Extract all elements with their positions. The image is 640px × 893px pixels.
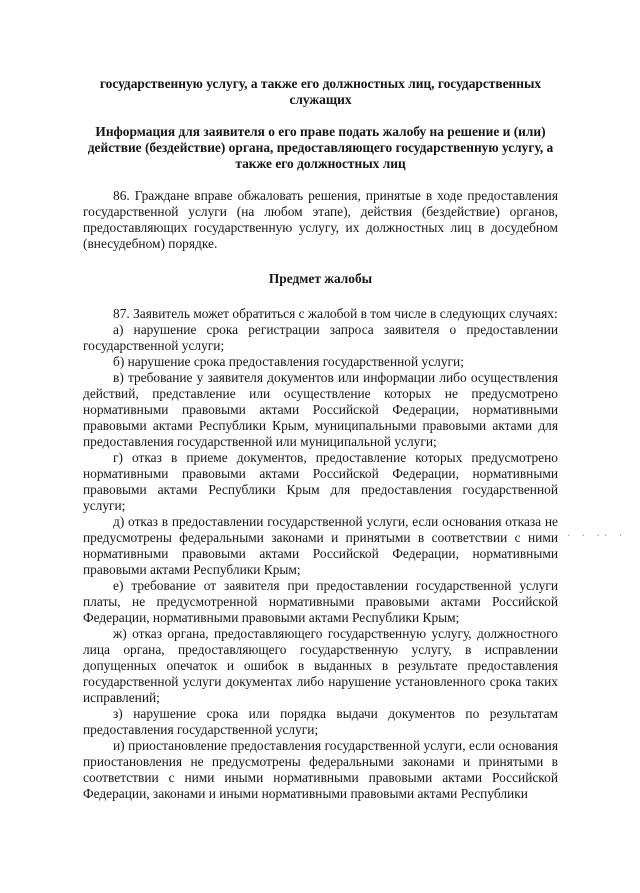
list-item-a: а) нарушение срока регистрации запроса заявителя о предоставлении государственной услуги; [83, 322, 558, 353]
list-item-e: е) требование от заявителя при предоставлении государственной услуги платы, не предусмотренной нормативными правовыми актами Российской Федерации, нормативными правовыми актами Республики Крым; [83, 578, 558, 625]
complaint-cases-list [83, 322, 558, 802]
list-item-v: в) требование у заявителя документов или информации либо осуществления действий, представление или осуществление которых не предусмотрено нормативными правовыми актами Российской Федерации, нормативными правовыми актами Республики Крым, муниципальными правовыми актами для предоставления государственной или муниципальной услуги; [83, 370, 558, 449]
document-body [83, 76, 558, 802]
list-item-b: б) нарушение срока предоставления государственной услуги; [113, 354, 464, 369]
list-item-g: г) отказ в приеме документов, предоставление которых предусмотрено нормативными правовыми актами Российской Федерации, нормативными правовыми актами Республики Крым для предоставления государственной услуги; [83, 450, 558, 513]
section-heading-complaint-subject: Предмет жалобы [268, 271, 373, 286]
list-item-z: з) нарушение срока или порядка выдачи документов по результатам предоставления государственной услуги; [83, 706, 558, 737]
section-heading-complaint-info: Информация для заявителя о его праве подать жалобу на решение и (или) действие (бездействие) органа, предоставляющего государственную услугу, а также его должностных лиц [87, 124, 554, 171]
list-item-zh: ж) отказ органа, предоставляющего государственную услугу, должностного лица органа, предоставляющего государственную услугу, в исправлении допущенных опечаток и ошибок в выданных в результате предоставления государственной услуги документах либо нарушение установленного срока таких исправлений; [83, 626, 558, 705]
paragraph-87-intro: 87. Заявитель может обратиться с жалобой в том числе в следующих случаях: [113, 306, 558, 321]
list-item-i: и) приостановление предоставления государственной услуги, если основания приостановления не предусмотрены федеральными законами и принятыми в соответствии с ними иными нормативными правовыми актами Российской Федерации, законами и иными нормативными правовыми актами Республики [83, 738, 558, 801]
paragraph-86: 86. Граждане вправе обжаловать решения, принятые в ходе предоставления государственной услуги (на любом этапе), действия (бездействие) органов, предоставляющих государственную услугу, их должностных лиц в досудебном (внесудебном) порядке. [83, 188, 558, 251]
scan-artifact-dots: · · ·· · [566, 531, 626, 541]
list-item-d: д) отказ в предоставлении государственной услуги, если основания отказа не предусмотрены федеральными законами и принятыми в соответствии с ними нормативными правовыми актами Российской Федерации, нормативными правовыми актами Республики Крым; [83, 514, 558, 577]
section-heading-continuation: государственную услугу, а также его должностных лиц, государственных служащих [99, 76, 542, 107]
